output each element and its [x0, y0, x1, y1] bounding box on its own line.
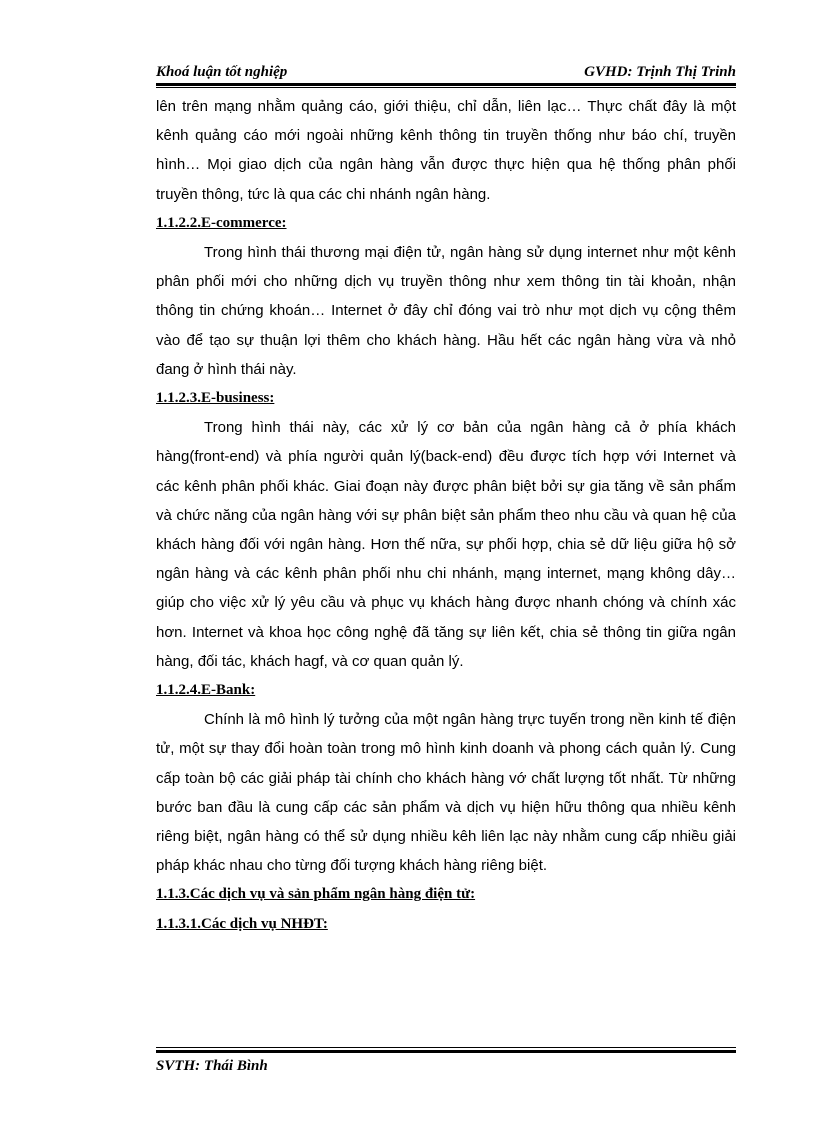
heading-e-commerce: 1.1.2.2.E-commerce: [156, 214, 287, 231]
page-content [156, 92, 736, 939]
header-thesis-title: Khoá luận tốt nghiệp [156, 64, 288, 80]
heading-services: 1.1.3.1.Các dịch vụ NHĐT: [156, 915, 328, 932]
header-rule [156, 83, 736, 86]
paragraph-e-commerce: Trong hình thái thương mại điện tử, ngân hàng sử dụng internet như một kênh phân phối mới cho những dịch vụ truyền thông như xem thông tin tài khoản, nhận thông tin chứng khoán… Internet ở đây chỉ đóng vai trò như mọt dịch vụ cộng thêm vào để tạo sự thuận lợi thêm cho khách hàng. Hầu hết các ngân hàng vừa và nhỏ đang ở hình thái này. [156, 244, 736, 378]
heading-e-bank: 1.1.2.4.E-Bank: [156, 682, 256, 699]
intro-paragraph: lên trên mạng nhằm quảng cáo, giới thiệu, chỉ dẫn, liên lạc… Thực chất đây là một kênh quảng cáo mới ngoài những kênh thông tin truyền thống như báo chí, truyền hình… Mọi giao dịch của ngân hàng vẫn được thực hiện qua hệ thống phân phối truyền thông, tức là qua các chi nhánh ngân hàng. [156, 98, 736, 203]
heading-services-products: 1.1.3.Các dịch vụ và sản phẩm ngân hàng điện tử: [156, 886, 476, 903]
footer-rule [156, 1050, 736, 1053]
heading-e-business: 1.1.2.3.E-business: [156, 390, 275, 407]
page-footer: SVTH: Thái Bình [156, 1058, 268, 1074]
page-header [156, 62, 736, 82]
footer-rule-thin [156, 1047, 736, 1048]
paragraph-e-business: Trong hình thái này, các xử lý cơ bản của ngân hàng cả ở phía khách hàng(front-end) và phía người quản lý(back-end) đều được tích hợp với Internet và các kênh phân phối khác. Giai đoạn này được phân biệt bởi sự gia tăng về sản phẩm và chức năng của ngân hàng với sự phân biệt sản phẩm theo nhu cầu và quan hệ của khách hàng đối với ngân hàng. Hơn thế nữa, sự phối hợp, chia sẻ dữ liệu giữa hộ sở ngân hàng và các kênh phân phối nhu chi nhánh, mạng internet, mạng không dây…giúp cho việc xử lý yêu cầu và phục vụ khách hàng được nhanh chóng và chính xác hơn. Internet và khoa học công nghệ đã tăng sự liên kết, chia sẻ thông tin giữa ngân hàng, đối tác, khách hagf, và cơ quan quản lý. [156, 419, 736, 670]
document-page [156, 0, 736, 1123]
header-rule-thin [156, 87, 736, 88]
paragraph-e-bank: Chính là mô hình lý tưởng của một ngân hàng trực tuyến trong nền kinh tế điện tử, một sự thay đổi hoàn toàn trong mô hình kinh doanh và phong cách quản lý. Cung cấp toàn bộ các giải pháp tài chính cho khách hàng vớ chất lượng tốt nhất. Từ những bước ban đầu là cung cấp các sản phẩm và dịch vụ hiện hữu thông qua nhiều kênh riêng biệt, ngân hàng có thể sử dụng nhiều kêh liên lạc này nhằm cung cấp nhiều giải pháp khác nhau cho từng đối tượng khách hàng riêng biệt. [156, 711, 736, 875]
header-supervisor: GVHD: Trịnh Thị Trinh [584, 64, 736, 80]
